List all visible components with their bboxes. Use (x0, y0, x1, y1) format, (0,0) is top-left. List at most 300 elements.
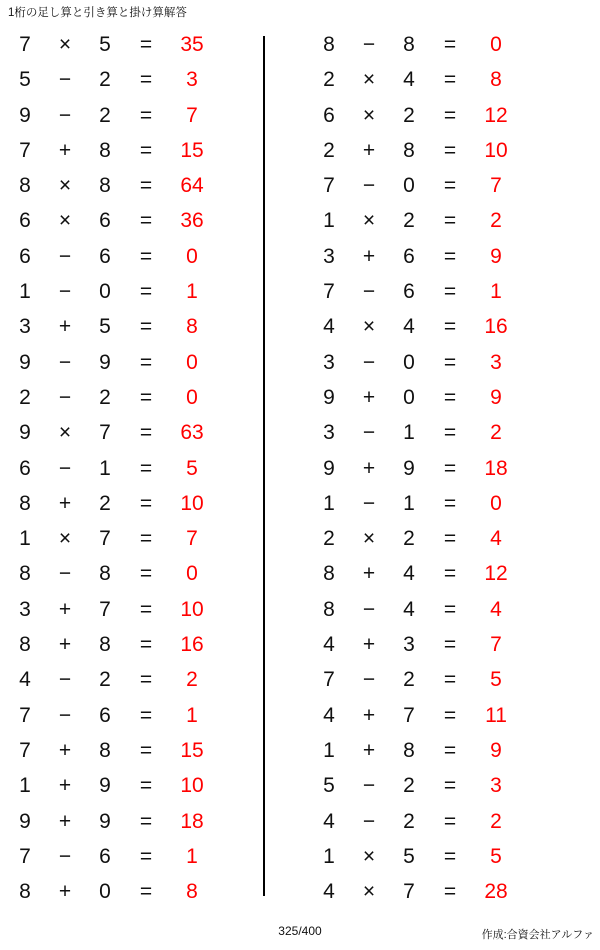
operand-a: 8 (19, 491, 31, 515)
operator: − (362, 280, 376, 304)
operand-a: 3 (323, 244, 335, 268)
operand-a: 4 (323, 315, 335, 339)
equals-sign: = (139, 527, 153, 551)
answer-value: 5 (490, 668, 502, 692)
operator: − (362, 668, 376, 692)
operand-b: 6 (403, 280, 415, 304)
equals-sign: = (443, 633, 457, 657)
equals-sign: = (139, 703, 153, 727)
operand-b: 2 (99, 68, 111, 92)
operand-a: 7 (19, 33, 31, 56)
operand-b: 2 (99, 103, 111, 127)
answer-value: 4 (490, 597, 502, 621)
answer-value: 1 (186, 844, 198, 868)
operator: × (362, 527, 376, 551)
operator: × (58, 33, 72, 56)
equals-sign: = (139, 174, 153, 198)
page-title: 1桁の足し算と引き算と掛け算解答 (8, 7, 187, 19)
equals-sign: = (139, 597, 153, 621)
problem-row (6, 174, 300, 209)
operator: + (58, 774, 72, 798)
operand-b: 2 (403, 209, 415, 233)
answer-value: 0 (186, 562, 198, 586)
operand-b: 7 (403, 880, 415, 904)
operand-a: 1 (323, 491, 335, 515)
equals-sign: = (443, 844, 457, 868)
operand-a: 9 (19, 809, 31, 833)
operand-a: 9 (19, 421, 31, 445)
operand-a: 1 (323, 209, 335, 233)
equals-sign: = (443, 103, 457, 127)
equals-sign: = (139, 633, 153, 657)
answer-value: 3 (490, 774, 502, 798)
operator: − (58, 280, 72, 304)
problem-row (310, 633, 600, 668)
operand-a: 2 (323, 138, 335, 162)
operand-b: 5 (99, 315, 111, 339)
operand-b: 7 (99, 421, 111, 445)
answer-value: 9 (490, 385, 502, 409)
problem-row (310, 209, 600, 244)
equals-sign: = (139, 209, 153, 233)
problem-columns (0, 33, 600, 915)
operator: − (58, 103, 72, 127)
operand-a: 6 (19, 209, 31, 233)
operand-a: 6 (19, 456, 31, 480)
operand-a: 2 (19, 385, 31, 409)
equals-sign: = (443, 527, 457, 551)
operator: × (362, 880, 376, 904)
equals-sign: = (443, 774, 457, 798)
equals-sign: = (443, 244, 457, 268)
operator: × (58, 209, 72, 233)
equals-sign: = (443, 809, 457, 833)
operand-a: 8 (19, 562, 31, 586)
operator: + (58, 880, 72, 904)
operand-a: 8 (19, 174, 31, 198)
operator: × (362, 103, 376, 127)
operand-a: 8 (19, 880, 31, 904)
problem-row (310, 598, 600, 633)
equals-sign: = (139, 738, 153, 762)
operand-a: 2 (323, 68, 335, 92)
answer-value: 12 (484, 103, 508, 127)
operator: − (362, 33, 376, 56)
answer-value: 4 (490, 527, 502, 551)
operand-a: 1 (323, 844, 335, 868)
operator: − (362, 774, 376, 798)
problem-row (310, 315, 600, 350)
equals-sign: = (443, 562, 457, 586)
operand-a: 4 (323, 880, 335, 904)
equals-sign: = (443, 209, 457, 233)
operand-b: 0 (99, 280, 111, 304)
operand-a: 1 (19, 527, 31, 551)
operand-a: 9 (323, 456, 335, 480)
equals-sign: = (443, 421, 457, 445)
equals-sign: = (139, 844, 153, 868)
operator: × (58, 421, 72, 445)
operand-b: 6 (99, 244, 111, 268)
problem-row (310, 492, 600, 527)
problem-row (6, 527, 300, 562)
problem-row (6, 598, 300, 633)
operand-b: 8 (99, 633, 111, 657)
answer-value: 10 (180, 597, 204, 621)
operand-a: 3 (323, 350, 335, 374)
operand-a: 8 (323, 562, 335, 586)
operand-a: 8 (323, 597, 335, 621)
problem-row (310, 174, 600, 209)
problem-row (310, 33, 600, 68)
operand-b: 4 (403, 68, 415, 92)
problem-row (6, 845, 300, 880)
credit-note: 作成:合資会社アルファ (481, 929, 594, 941)
problem-row (6, 774, 300, 809)
operand-a: 5 (19, 68, 31, 92)
operator: − (362, 597, 376, 621)
equals-sign: = (443, 597, 457, 621)
answer-value: 10 (180, 491, 204, 515)
answer-value: 2 (186, 668, 198, 692)
operand-b: 7 (403, 703, 415, 727)
operator: + (362, 244, 376, 268)
operator: − (58, 562, 72, 586)
equals-sign: = (139, 68, 153, 92)
operand-b: 2 (403, 774, 415, 798)
operand-b: 0 (403, 350, 415, 374)
equals-sign: = (443, 315, 457, 339)
operator: + (58, 633, 72, 657)
answer-value: 64 (180, 174, 204, 198)
operator: + (362, 703, 376, 727)
operator: + (58, 738, 72, 762)
operand-a: 8 (19, 633, 31, 657)
answer-value: 2 (490, 421, 502, 445)
operand-b: 5 (99, 33, 111, 56)
equals-sign: = (443, 174, 457, 198)
operand-b: 2 (403, 668, 415, 692)
problem-row (310, 68, 600, 103)
operand-b: 2 (403, 527, 415, 551)
answer-value: 18 (484, 456, 508, 480)
answer-value: 3 (186, 68, 198, 92)
operand-b: 1 (403, 491, 415, 515)
operand-a: 6 (19, 244, 31, 268)
operand-b: 6 (99, 209, 111, 233)
equals-sign: = (443, 880, 457, 904)
operand-a: 6 (323, 103, 335, 127)
problem-row (310, 845, 600, 880)
operand-b: 8 (99, 562, 111, 586)
operator: − (58, 456, 72, 480)
answer-value: 7 (186, 527, 198, 551)
answer-value: 9 (490, 244, 502, 268)
operand-b: 9 (403, 456, 415, 480)
operator: × (362, 68, 376, 92)
operator: + (362, 562, 376, 586)
equals-sign: = (139, 385, 153, 409)
equals-sign: = (443, 33, 457, 56)
operator: − (58, 385, 72, 409)
operand-b: 8 (99, 738, 111, 762)
operator: − (362, 491, 376, 515)
answer-value: 7 (186, 103, 198, 127)
problem-row (310, 668, 600, 703)
operator: × (58, 174, 72, 198)
operator: + (58, 597, 72, 621)
problem-row (6, 739, 300, 774)
equals-sign: = (139, 350, 153, 374)
problem-row (6, 104, 300, 139)
equals-sign: = (139, 280, 153, 304)
problem-row (6, 139, 300, 174)
equals-sign: = (443, 138, 457, 162)
operand-a: 8 (323, 33, 335, 56)
equals-sign: = (443, 350, 457, 374)
answer-value: 1 (186, 703, 198, 727)
operator: + (362, 633, 376, 657)
answer-value: 35 (180, 33, 204, 56)
equals-sign: = (139, 880, 153, 904)
problem-row (6, 315, 300, 350)
operand-a: 7 (323, 174, 335, 198)
operand-b: 9 (99, 809, 111, 833)
operand-b: 9 (99, 774, 111, 798)
answer-value: 63 (180, 421, 204, 445)
operand-b: 8 (403, 738, 415, 762)
answer-value: 18 (180, 809, 204, 833)
problem-row (310, 351, 600, 386)
answer-value: 2 (490, 209, 502, 233)
problem-row (310, 139, 600, 174)
operand-a: 1 (19, 774, 31, 798)
answer-value: 10 (180, 774, 204, 798)
operand-a: 3 (19, 315, 31, 339)
operator: + (362, 138, 376, 162)
equals-sign: = (139, 138, 153, 162)
operand-b: 0 (99, 880, 111, 904)
operand-b: 8 (403, 138, 415, 162)
equals-sign: = (443, 738, 457, 762)
equals-sign: = (139, 668, 153, 692)
problem-row (310, 421, 600, 456)
operand-b: 4 (403, 562, 415, 586)
problem-row (6, 704, 300, 739)
operand-a: 4 (19, 668, 31, 692)
operand-b: 8 (403, 33, 415, 56)
operator: − (362, 421, 376, 445)
operand-b: 5 (403, 844, 415, 868)
problem-row (6, 386, 300, 421)
operator: × (58, 527, 72, 551)
answer-value: 7 (490, 633, 502, 657)
equals-sign: = (443, 385, 457, 409)
operand-b: 3 (403, 633, 415, 657)
left-column (0, 33, 300, 915)
operand-a: 2 (323, 527, 335, 551)
equals-sign: = (139, 456, 153, 480)
answer-value: 7 (490, 174, 502, 198)
operand-a: 4 (323, 703, 335, 727)
operand-a: 4 (323, 633, 335, 657)
answer-value: 0 (186, 350, 198, 374)
problem-row (6, 351, 300, 386)
problem-row (310, 880, 600, 915)
operator: − (58, 68, 72, 92)
operand-b: 1 (403, 421, 415, 445)
operand-a: 7 (19, 703, 31, 727)
problem-row (310, 457, 600, 492)
problem-row (6, 492, 300, 527)
operand-b: 6 (403, 244, 415, 268)
problem-row (310, 104, 600, 139)
operator: + (58, 315, 72, 339)
operand-b: 2 (99, 491, 111, 515)
operator: − (58, 703, 72, 727)
operand-a: 1 (323, 738, 335, 762)
problem-row (6, 421, 300, 456)
operand-a: 9 (19, 103, 31, 127)
operand-b: 9 (99, 350, 111, 374)
problem-row (6, 562, 300, 597)
answer-value: 0 (490, 491, 502, 515)
answer-value: 5 (186, 456, 198, 480)
equals-sign: = (139, 315, 153, 339)
problem-row (6, 209, 300, 244)
problem-row (310, 810, 600, 845)
operand-a: 9 (19, 350, 31, 374)
operator: + (58, 491, 72, 515)
problem-row (6, 880, 300, 915)
operand-a: 1 (19, 280, 31, 304)
operator: − (362, 174, 376, 198)
equals-sign: = (139, 33, 153, 56)
answer-value: 16 (484, 315, 508, 339)
equals-sign: = (443, 491, 457, 515)
answer-value: 12 (484, 562, 508, 586)
operator: + (58, 138, 72, 162)
problem-row (310, 704, 600, 739)
answer-value: 1 (186, 280, 198, 304)
equals-sign: = (139, 103, 153, 127)
problem-row (310, 527, 600, 562)
problem-row (310, 739, 600, 774)
operand-a: 7 (323, 668, 335, 692)
operator: × (362, 209, 376, 233)
answer-value: 3 (490, 350, 502, 374)
page-number: 325/400 (278, 924, 322, 938)
operand-b: 2 (403, 809, 415, 833)
operand-b: 7 (99, 597, 111, 621)
operator: × (362, 315, 376, 339)
equals-sign: = (443, 703, 457, 727)
operand-b: 0 (403, 385, 415, 409)
operand-b: 8 (99, 174, 111, 198)
answer-value: 9 (490, 738, 502, 762)
answer-value: 8 (186, 880, 198, 904)
problem-row (310, 562, 600, 597)
operator: − (58, 844, 72, 868)
equals-sign: = (443, 456, 457, 480)
operand-b: 2 (99, 385, 111, 409)
answer-value: 15 (180, 138, 204, 162)
equals-sign: = (443, 668, 457, 692)
operand-a: 4 (323, 809, 335, 833)
problem-row (6, 457, 300, 492)
equals-sign: = (139, 491, 153, 515)
answer-value: 8 (490, 68, 502, 92)
operator: + (362, 385, 376, 409)
equals-sign: = (139, 421, 153, 445)
problem-row (6, 33, 300, 68)
operand-a: 7 (19, 138, 31, 162)
operand-b: 4 (403, 315, 415, 339)
answer-value: 8 (186, 315, 198, 339)
answer-value: 36 (180, 209, 204, 233)
problem-row (310, 386, 600, 421)
operand-b: 2 (99, 668, 111, 692)
operand-a: 7 (19, 738, 31, 762)
answer-value: 5 (490, 844, 502, 868)
answer-value: 28 (484, 880, 508, 904)
operand-b: 4 (403, 597, 415, 621)
answer-value: 2 (490, 809, 502, 833)
problem-row (6, 810, 300, 845)
operand-a: 9 (323, 385, 335, 409)
operand-a: 7 (323, 280, 335, 304)
answer-value: 0 (186, 244, 198, 268)
problem-row (6, 668, 300, 703)
operand-a: 3 (323, 421, 335, 445)
operand-a: 5 (323, 774, 335, 798)
equals-sign: = (443, 68, 457, 92)
problem-row (6, 280, 300, 315)
problem-row (6, 68, 300, 103)
answer-value: 16 (180, 633, 204, 657)
equals-sign: = (139, 562, 153, 586)
operator: × (362, 844, 376, 868)
equals-sign: = (139, 774, 153, 798)
problem-row (6, 633, 300, 668)
answer-value: 0 (186, 385, 198, 409)
operand-b: 2 (403, 103, 415, 127)
problem-row (310, 774, 600, 809)
answer-value: 10 (484, 138, 508, 162)
equals-sign: = (443, 280, 457, 304)
operator: − (362, 350, 376, 374)
operand-a: 7 (19, 844, 31, 868)
operator: − (58, 244, 72, 268)
operator: + (58, 809, 72, 833)
operand-b: 8 (99, 138, 111, 162)
operand-a: 3 (19, 597, 31, 621)
answer-value: 15 (180, 738, 204, 762)
operator: + (362, 456, 376, 480)
operand-b: 6 (99, 844, 111, 868)
operator: − (362, 809, 376, 833)
equals-sign: = (139, 809, 153, 833)
operand-b: 6 (99, 703, 111, 727)
right-column (300, 33, 600, 915)
operator: + (362, 738, 376, 762)
operand-b: 1 (99, 456, 111, 480)
equals-sign: = (139, 244, 153, 268)
answer-value: 11 (485, 703, 507, 727)
operand-b: 7 (99, 527, 111, 551)
problem-row (310, 245, 600, 280)
answer-value: 1 (490, 280, 502, 304)
